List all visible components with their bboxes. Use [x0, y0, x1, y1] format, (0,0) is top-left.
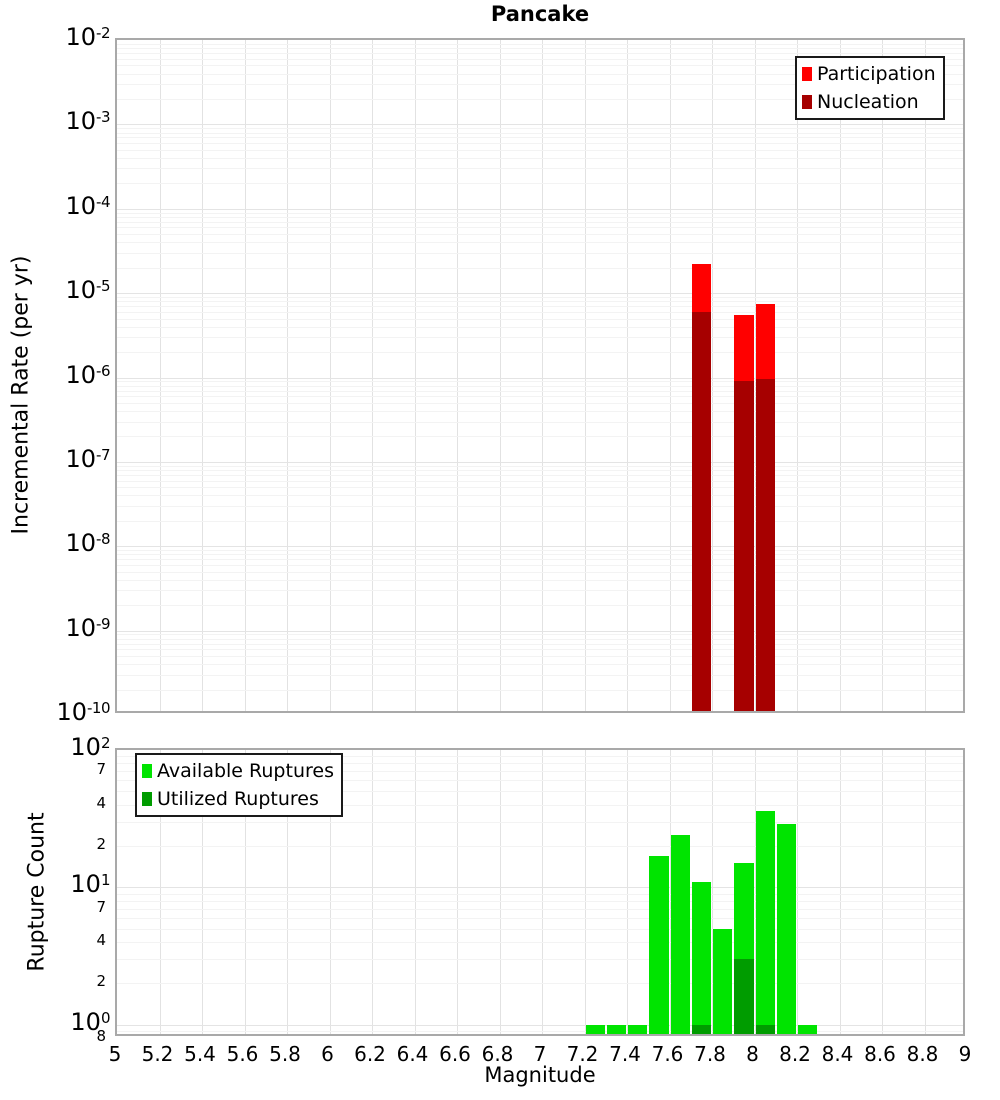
y-gridline-minor — [117, 634, 965, 635]
y-gridline-minor — [117, 644, 965, 645]
bar-available-ruptures — [628, 1025, 647, 1036]
y-gridline-minor — [117, 297, 965, 298]
x-gridline — [372, 40, 373, 713]
y-gridline-minor — [117, 822, 965, 823]
y-tick-label: $10^{-2}$ — [65, 23, 110, 51]
legend-label-available-ruptures: Available Ruptures — [157, 760, 334, 782]
x-tick-label: 7.6 — [651, 1042, 684, 1066]
x-tick-label: 5.4 — [184, 1042, 216, 1066]
y-gridline-minor — [117, 411, 965, 412]
y-gridline-minor — [117, 386, 965, 387]
bar-nucleation — [734, 381, 753, 713]
y-tick-label: $10^2$ — [70, 733, 110, 761]
utilized-ruptures-swatch-icon — [142, 792, 152, 806]
x-tick-label: 6.2 — [354, 1042, 386, 1066]
x-tick-label: 8.2 — [779, 1042, 811, 1066]
y-gridline-minor — [117, 656, 965, 657]
x-tick-label: 6.6 — [439, 1042, 471, 1066]
legend-label-utilized-ruptures: Utilized Ruptures — [157, 788, 319, 810]
y-gridline-minor — [117, 128, 965, 129]
x-tick-label: 5.8 — [269, 1042, 301, 1066]
y-gridline-minor — [117, 133, 965, 134]
y-gridline-minor — [117, 901, 965, 902]
y-gridline-minor — [117, 690, 965, 691]
y-gridline-minor — [117, 312, 965, 313]
y-gridline-minor — [117, 649, 965, 650]
y-gridline-minor — [117, 143, 965, 144]
x-tick-label: 8.4 — [821, 1042, 854, 1066]
y-gridline-minor — [117, 306, 965, 307]
bar-available-ruptures — [798, 1025, 817, 1036]
y-gridline-minor — [117, 234, 965, 235]
x-tick-label: 8.6 — [864, 1042, 896, 1066]
legend-label-nucleation: Nucleation — [817, 91, 919, 113]
y-gridline-minor — [117, 918, 965, 919]
x-gridline — [925, 40, 926, 713]
y-gridline-minor — [117, 48, 965, 49]
bar-available-ruptures — [713, 929, 732, 1036]
y-gridline-minor — [117, 403, 965, 404]
y-tick-label: $10^{-4}$ — [65, 191, 110, 220]
y-gridline-minor — [117, 319, 965, 320]
x-gridline — [627, 40, 628, 713]
x-gridline — [500, 40, 501, 713]
x-gridline — [202, 40, 203, 713]
x-tick-label: 8.8 — [906, 1042, 939, 1066]
x-gridline — [882, 40, 883, 713]
y-gridline-minor — [117, 487, 965, 488]
x-gridline — [160, 40, 161, 713]
bar-utilized-ruptures — [756, 1025, 775, 1036]
bar-available-ruptures — [671, 835, 690, 1036]
participation-swatch-icon — [802, 67, 812, 81]
y-tick-label: $10^0$ — [70, 1007, 110, 1036]
bar-nucleation — [756, 379, 775, 713]
x-tick-label: 7 — [533, 1042, 547, 1066]
y-gridline-minor — [117, 554, 965, 555]
y-gridline-major — [117, 887, 965, 888]
x-tick-label: 6.8 — [481, 1042, 514, 1066]
y-gridline-minor — [117, 550, 965, 551]
bottom-y-axis-title: Rupture Count — [24, 812, 50, 972]
x-gridline — [287, 40, 288, 713]
y-gridline-minor — [117, 183, 965, 184]
y-gridline-minor — [117, 168, 965, 169]
y-gridline-major — [117, 293, 965, 294]
x-tick-label: 7.8 — [694, 1042, 726, 1066]
y-gridline-minor — [117, 559, 965, 560]
y-gridline-minor — [117, 521, 965, 522]
y-gridline-minor — [117, 391, 965, 392]
y-gridline-minor — [117, 253, 965, 254]
bar-available-ruptures — [607, 1025, 626, 1036]
x-gridline — [330, 40, 331, 713]
y-gridline-minor — [117, 942, 965, 943]
y-gridline-minor — [117, 590, 965, 591]
x-tick-label: 6.4 — [396, 1042, 429, 1066]
y-gridline-major — [117, 209, 965, 210]
legend-item-nucleation — [802, 88, 936, 116]
y-gridline-minor — [117, 495, 965, 496]
rate-plot-area — [115, 38, 965, 713]
y-gridline-minor — [117, 301, 965, 302]
y-tick-label: $10^{-8}$ — [65, 529, 110, 558]
y-gridline-minor — [117, 137, 965, 138]
legend-item-utilized-ruptures — [142, 785, 334, 813]
x-tick-label: 7.2 — [566, 1042, 599, 1066]
y-gridline-minor — [117, 506, 965, 507]
y-gridline-major — [117, 1025, 965, 1026]
y-minor-tick-label: 4 — [96, 931, 106, 949]
y-gridline-minor — [117, 983, 965, 984]
y-gridline-minor — [117, 44, 965, 45]
nucleation-swatch-icon — [802, 95, 812, 109]
y-gridline-minor — [117, 466, 965, 467]
chart-title: Pancake — [490, 2, 590, 26]
y-tick-label: $10^{-7}$ — [65, 444, 110, 473]
x-tick-label: 6 — [321, 1042, 334, 1066]
y-gridline-minor — [117, 470, 965, 471]
y-gridline-minor — [117, 846, 965, 847]
bar-available-ruptures — [649, 856, 668, 1036]
x-gridline — [840, 40, 841, 713]
y-gridline-minor — [117, 475, 965, 476]
y-gridline-minor — [117, 242, 965, 243]
y-gridline-minor — [117, 675, 965, 676]
x-gridline — [712, 40, 713, 713]
y-gridline-major — [117, 546, 965, 547]
y-gridline-minor — [117, 605, 965, 606]
y-gridline-minor — [117, 909, 965, 910]
x-gridline — [415, 40, 416, 713]
y-minor-tick-label: 4 — [96, 793, 106, 812]
y-gridline-minor — [117, 436, 965, 437]
y-gridline-minor — [117, 53, 965, 54]
x-gridline — [457, 40, 458, 713]
x-tick-label: 5 — [108, 1042, 122, 1066]
y-gridline-minor — [117, 422, 965, 423]
y-minor-tick-label: 2 — [96, 972, 106, 991]
bar-utilized-ruptures — [734, 959, 753, 1036]
x-tick-label: 7.4 — [609, 1042, 641, 1066]
y-gridline-minor — [117, 565, 965, 566]
y-gridline-minor — [117, 1031, 965, 1032]
bar-utilized-ruptures — [692, 1025, 711, 1036]
bar-available-ruptures — [756, 811, 775, 1036]
y-gridline-minor — [117, 396, 965, 397]
y-tick-label: $10^{-9}$ — [65, 613, 110, 642]
y-gridline-minor — [117, 150, 965, 151]
x-tick-label: 5.2 — [141, 1042, 174, 1066]
y-tick-label: $10^{-10}$ — [56, 698, 110, 726]
top-y-axis-title: Incremental Rate (per yr) — [8, 255, 34, 535]
x-gridline — [670, 40, 671, 713]
y-gridline-minor — [117, 894, 965, 895]
y-gridline-minor — [117, 580, 965, 581]
rate-legend — [795, 56, 945, 120]
y-gridline-minor — [117, 337, 965, 338]
y-gridline-minor — [117, 268, 965, 269]
x-tick-label: 5.6 — [226, 1042, 259, 1066]
x-gridline — [585, 40, 586, 713]
y-gridline-minor — [117, 664, 965, 665]
y-minor-tick-label: 7 — [96, 760, 106, 779]
y-gridline-minor — [117, 352, 965, 353]
x-gridline — [245, 40, 246, 713]
y-gridline-minor — [117, 222, 965, 223]
y-gridline-minor — [117, 929, 965, 930]
y-gridline-minor — [117, 639, 965, 640]
bar-nucleation — [692, 312, 711, 713]
y-gridline-minor — [117, 327, 965, 328]
y-gridline-major — [117, 631, 965, 632]
x-axis-title: Magnitude — [484, 1063, 596, 1087]
y-gridline-minor — [117, 381, 965, 382]
y-minor-tick-label: 8 — [96, 1027, 106, 1045]
bar-available-ruptures — [586, 1025, 605, 1036]
count-legend — [135, 753, 343, 817]
legend-item-participation — [802, 60, 936, 88]
y-minor-tick-label: 7 — [96, 897, 106, 916]
y-gridline-minor — [117, 217, 965, 218]
y-gridline-major — [117, 378, 965, 379]
y-gridline-major — [117, 462, 965, 463]
x-tick-label: 8 — [746, 1042, 759, 1066]
y-gridline-minor — [117, 158, 965, 159]
y-gridline-minor — [117, 213, 965, 214]
bar-available-ruptures — [777, 824, 796, 1036]
y-gridline-minor — [117, 481, 965, 482]
x-tick-label: 9 — [958, 1042, 972, 1066]
y-tick-label: $10^{-3}$ — [65, 107, 110, 136]
y-gridline-major — [117, 124, 965, 125]
bar-available-ruptures — [692, 882, 711, 1036]
x-gridline — [797, 40, 798, 713]
y-minor-tick-label: 2 — [96, 835, 106, 853]
legend-item-available-ruptures — [142, 757, 334, 785]
legend-label-participation: Participation — [817, 63, 936, 85]
x-gridline — [542, 40, 543, 713]
y-gridline-minor — [117, 572, 965, 573]
y-gridline-minor — [117, 227, 965, 228]
available-ruptures-swatch-icon — [142, 764, 152, 778]
y-tick-label: $10^1$ — [70, 870, 110, 899]
y-tick-label: $10^{-6}$ — [65, 360, 110, 389]
y-gridline-minor — [117, 959, 965, 960]
y-tick-label: $10^{-5}$ — [65, 276, 110, 305]
